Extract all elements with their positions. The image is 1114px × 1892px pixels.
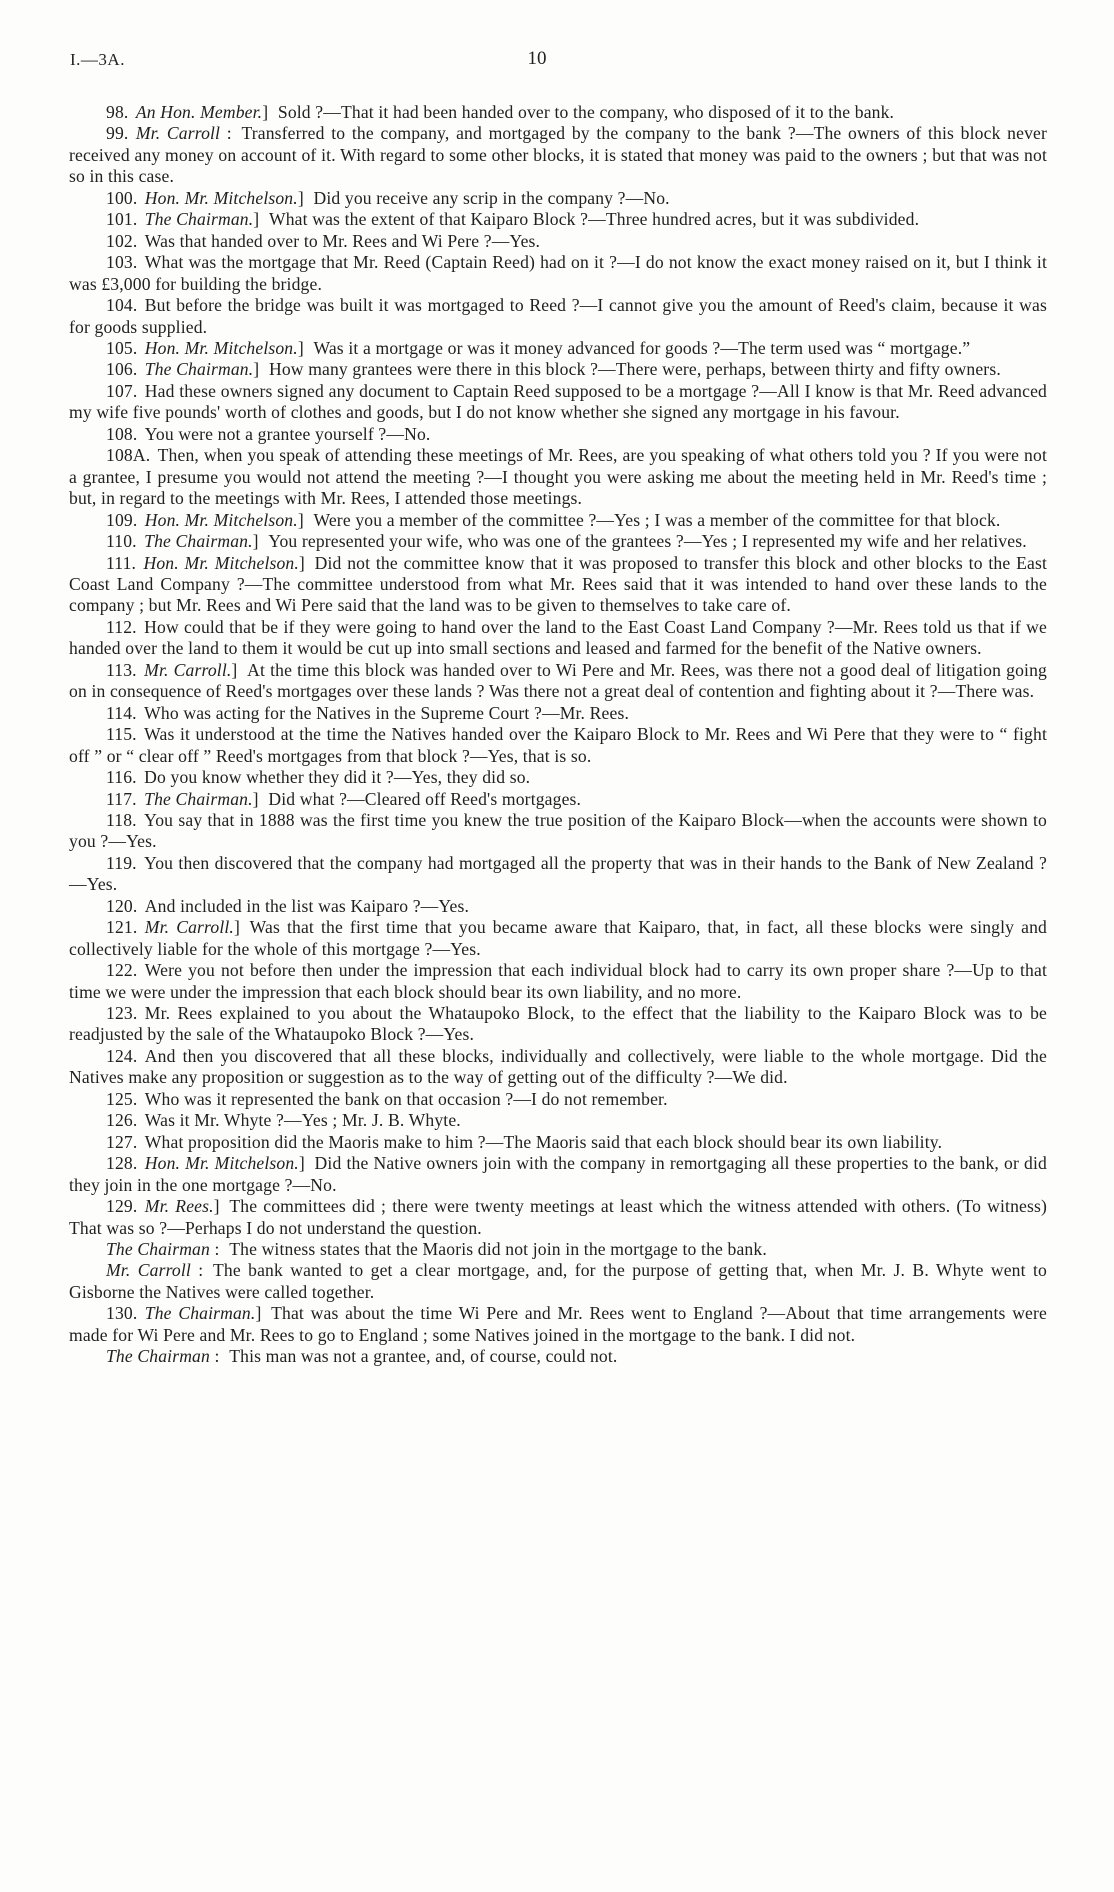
qa-paragraph [69, 231, 1047, 252]
qa-paragraph [69, 960, 1047, 1003]
paragraph-text: Do you know whether they did it ?—Yes, they did so. [144, 767, 531, 788]
paragraph-text: You then discovered that the company had mortgaged all the property that was in their hands to the Bank of New Zealand ?—Yes. [69, 852, 1047, 895]
speaker-name: Mr. Carroll. [144, 917, 234, 938]
speaker-name: The Chairman. [144, 1303, 256, 1324]
paragraph-text: What was the extent of that Kaiparo Block ?—Three hundred acres, but it was subdivided. [268, 209, 920, 230]
question-number: 122. [106, 960, 138, 981]
speaker-name: Hon. Mr. Mitchelson. [144, 509, 298, 530]
question-number: 123. [106, 1003, 138, 1024]
question-number: 121. [106, 917, 138, 938]
transcript-body [69, 102, 1047, 1368]
question-number: 125. [106, 1088, 138, 1109]
paragraph-text: Was it Mr. Whyte ?—Yes ; Mr. J. B. Whyte. [144, 1110, 461, 1131]
question-number: 105. [106, 337, 138, 358]
qa-paragraph [69, 209, 1047, 230]
report-reference: I.—3A. [70, 50, 125, 69]
question-number: 104. [106, 295, 138, 316]
paragraph-text: How could that be if they were going to hand over the land to the East Coast Land Company ?—Mr. Rees told us that if we handed over the land to them it would be cut up into small sections and leased and farmed for the benefit of the Native owners. [69, 616, 1047, 659]
qa-paragraph [69, 724, 1047, 767]
paragraph-text: But before the bridge was built it was mortgaged to Reed ?—I cannot give you the amount of Reed's claim, because it was for goods supplied. [69, 295, 1047, 337]
speaker-name: The Chairman. [144, 209, 254, 230]
speaker-separator: ] [297, 509, 304, 530]
paragraph-text: Was that handed over to Mr. Rees and Wi Pere ?—Yes. [144, 230, 541, 251]
speaker-name: The Chairman. [144, 531, 253, 552]
qa-paragraph [69, 896, 1047, 917]
speaker-name: Mr. Carroll [106, 1260, 191, 1281]
question-number: 120. [106, 895, 138, 916]
question-number: 108A. [106, 445, 151, 466]
speaker-separator: ] [262, 102, 269, 122]
paragraph-text: At the time this block was handed over to Wi Pere and Mr. Rees, was there not a good deal of litigation going on in consequence of Reed's mortgages over these lands ? Was there not a great deal of contention and fighting about it ?—There was. [69, 659, 1047, 702]
speaker-name: The Chairman. [144, 359, 254, 380]
qa-paragraph [69, 617, 1047, 660]
paragraph-text: Was it understood at the time the Natives handed over the Kaiparo Block to Mr. Rees and Wi Pere that they were to “ fight off ” or “ clear off ” Reed's mortgages from that block ?—Yes, that is so. [69, 724, 1047, 766]
question-number: 112. [106, 616, 137, 637]
qa-paragraph [69, 660, 1047, 703]
qa-paragraph [69, 1110, 1047, 1131]
speaker-name: Mr. Rees. [144, 1196, 214, 1217]
paragraph-text: How many grantees were there in this block ?—There were, perhaps, between thirty and fifty owners. [268, 359, 1001, 380]
speaker-name: An Hon. Member. [135, 102, 263, 122]
speaker-separator: : [209, 1239, 220, 1260]
question-number: 114. [106, 702, 137, 723]
qa-paragraph [69, 1239, 1047, 1260]
speaker-name: Mr. Carroll [135, 123, 221, 144]
speaker-separator: : [220, 123, 232, 144]
paragraph-text: You say that in 1888 was the first time you knew the true position of the Kaiparo Block—when the accounts were shown to you ?—Yes. [69, 809, 1047, 852]
speaker-name: The Chairman [106, 1239, 210, 1260]
paragraph-text: The bank wanted to get a clear mortgage, and, for the purpose of getting that, when Mr. J. B. Whyte went to Gisborne the Natives were called together. [69, 1260, 1047, 1302]
speaker-separator: : [209, 1346, 220, 1367]
paragraph-text: And then you discovered that all these blocks, individually and collectively, were liable to the whole mortgage. Did the Natives make any proposition or suggestion as to the way of getting out of the difficulty ?—We did. [69, 1045, 1047, 1088]
question-number: 109. [106, 509, 138, 530]
qa-paragraph [69, 553, 1047, 617]
speaker-separator: ] [213, 1196, 220, 1217]
question-number: 118. [106, 809, 137, 830]
speaker-separator: ] [231, 659, 238, 680]
speaker-name: Hon. Mr. Mitchelson. [144, 1153, 299, 1174]
paragraph-text: Who was it represented the bank on that occasion ?—I do not remember. [144, 1088, 668, 1109]
speaker-separator: ] [252, 531, 259, 552]
question-number: 129. [106, 1196, 138, 1217]
question-number: 116. [106, 767, 137, 788]
qa-paragraph [69, 1046, 1047, 1089]
paragraph-text: Did the Native owners join with the company in remortgaging all these properties to the bank, or did they join in the one mortgage ?—No. [69, 1153, 1047, 1195]
qa-paragraph [69, 1132, 1047, 1153]
qa-paragraph [69, 359, 1047, 380]
paragraph-text: You represented your wife, who was one of the grantees ?—Yes ; I represented my wife and her relatives. [268, 531, 1027, 552]
question-number: 111. [106, 552, 137, 573]
paragraph-text: What was the mortgage that Mr. Reed (Captain Reed) had on it ?—I do not know the exact money raised on it, but I think it was £3,000 for building the bridge. [69, 252, 1047, 294]
question-number: 107. [106, 380, 138, 401]
speaker-name: Hon. Mr. Mitchelson. [144, 337, 298, 358]
qa-paragraph [69, 1003, 1047, 1046]
speaker-separator: ] [253, 209, 260, 230]
speaker-separator: ] [297, 337, 304, 358]
paragraph-text: You were not a grantee yourself ?—No. [144, 423, 431, 444]
question-number: 103. [106, 252, 138, 273]
speaker-separator: ] [252, 788, 259, 809]
speaker-separator: ] [298, 1153, 305, 1174]
paragraph-text: The witness states that the Maoris did not join in the mortgage to the bank. [229, 1239, 767, 1260]
question-number: 130. [106, 1303, 138, 1324]
question-number: 100. [106, 187, 138, 208]
question-number: 126. [106, 1110, 138, 1131]
speaker-separator: ] [298, 552, 305, 573]
qa-paragraph [69, 510, 1047, 531]
paragraph-text: What proposition did the Maoris make to him ?—The Maoris said that each block should bear its own liability. [144, 1131, 943, 1152]
paragraph-text: Did not the committee know that it was proposed to transfer this block and other blocks to the East Coast Land Company ?—The committee understood from what Mr. Rees said that it was intended to hand over these lands to the company ; but Mr. Rees and Wi Pere said that the land was to be given to themselves to take care of. [69, 552, 1047, 616]
qa-paragraph [69, 424, 1047, 445]
question-number: 119. [106, 852, 137, 873]
page-number: 10 [527, 48, 547, 69]
qa-paragraph [69, 123, 1047, 187]
question-number: 124. [106, 1045, 138, 1066]
question-number: 113. [106, 659, 137, 680]
paragraph-text: Did you receive any scrip in the company ?—No. [313, 187, 670, 208]
question-number: 110. [106, 531, 137, 552]
speaker-separator: : [190, 1260, 204, 1281]
paragraph-text: Did what ?—Cleared off Reed's mortgages. [268, 788, 582, 809]
qa-paragraph [69, 102, 1047, 123]
speaker-name: Hon. Mr. Mitchelson. [144, 187, 298, 208]
qa-paragraph [69, 1196, 1047, 1239]
question-number: 99. [106, 123, 129, 144]
paragraph-text: Were you not before then under the impression that each individual block had to carry its own proper share ?—Up to that time we were under the impression that each block should bear its own liability, and no more. [69, 960, 1047, 1002]
page-header [0, 0, 1114, 78]
qa-paragraph [69, 1303, 1047, 1346]
question-number: 108. [106, 423, 138, 444]
question-number: 106. [106, 359, 138, 380]
qa-paragraph [69, 1089, 1047, 1110]
speaker-separator: ] [233, 917, 240, 938]
question-number: 128. [106, 1153, 138, 1174]
paragraph-text: And included in the list was Kaiparo ?—Yes. [144, 895, 470, 916]
paragraph-text: This man was not a grantee, and, of course, could not. [229, 1346, 618, 1367]
qa-paragraph [69, 1346, 1047, 1367]
question-number: 102. [106, 230, 138, 251]
qa-paragraph [69, 767, 1047, 788]
paragraph-text: Sold ?—That it had been handed over to the company, who disposed of it to the bank. [277, 102, 895, 122]
speaker-name: Mr. Carroll. [144, 659, 232, 680]
paragraph-text: Were you a member of the committee ?—Yes ; I was a member of the committee for that block. [313, 509, 1001, 530]
qa-paragraph [69, 810, 1047, 853]
qa-paragraph [69, 188, 1047, 209]
qa-paragraph [69, 917, 1047, 960]
qa-paragraph [69, 1153, 1047, 1196]
qa-paragraph [69, 252, 1047, 295]
paragraph-text: The committees did ; there were twenty meetings at least which the witness attended with others. (To witness) That was so ?—Perhaps I do not understand the question. [69, 1196, 1047, 1238]
paragraph-text: Had these owners signed any document to Captain Reed supposed to be a mortgage ?—All I know is that Mr. Reed advanced my wife five pounds' worth of clothes and goods, but I do not know whether she signed any mortgage in his favour. [69, 380, 1047, 423]
paragraph-text: Was it a mortgage or was it money advanced for goods ?—The term used was “ mortgage.” [313, 337, 971, 358]
speaker-separator: ] [297, 187, 304, 208]
paragraph-text: Who was acting for the Natives in the Supreme Court ?—Mr. Rees. [144, 702, 629, 723]
question-number: 101. [106, 209, 138, 230]
qa-paragraph [69, 381, 1047, 424]
qa-paragraph [69, 445, 1047, 509]
speaker-name: The Chairman [106, 1346, 210, 1367]
paragraph-text: Then, when you speak of attending these meetings of Mr. Rees, are you speaking of what others told you ? If you were not a grantee, I presume you would not attend the meeting ?—I thought you were asking me about the meeting held in Mr. Reed's time ; but, in regard to the meetings with Mr. Rees, I attended those meetings. [69, 445, 1047, 509]
question-number: 117. [106, 788, 137, 809]
paragraph-text: Mr. Rees explained to you about the Whataupoko Block, to the effect that the liability to the Kaiparo Block was to be readjusted by the sale of the Whataupoko Block ?—Yes. [69, 1003, 1047, 1045]
paragraph-text: Transferred to the company, and mortgaged by the company to the bank ?—The owners of this block never received any money on account of it. With regard to some other blocks, it is stated that money was paid to the owners ; but that was not so in this case. [69, 123, 1047, 187]
qa-paragraph [69, 1260, 1047, 1303]
qa-paragraph [69, 338, 1047, 359]
qa-paragraph [69, 295, 1047, 338]
speaker-separator: ] [253, 359, 260, 380]
qa-paragraph [69, 853, 1047, 896]
speaker-separator: ] [255, 1303, 262, 1324]
speaker-name: The Chairman. [144, 788, 253, 809]
question-number: 127. [106, 1131, 138, 1152]
question-number: 98. [106, 102, 129, 122]
qa-paragraph [69, 703, 1047, 724]
qa-paragraph [69, 531, 1047, 552]
question-number: 115. [106, 724, 137, 745]
paragraph-text: Was that the first time that you became aware that Kaiparo, that, in fact, all these blocks were singly and collectively liable for the whole of this mortgage ?—Yes. [69, 917, 1047, 959]
qa-paragraph [69, 789, 1047, 810]
speaker-name: Hon. Mr. Mitchelson. [143, 552, 299, 573]
paragraph-text: That was about the time Wi Pere and Mr. Rees went to England ?—About that time arrangements were made for Wi Pere and Mr. Rees to go to England ; some Natives joined in the mortgage to the bank. I did not. [69, 1303, 1047, 1345]
